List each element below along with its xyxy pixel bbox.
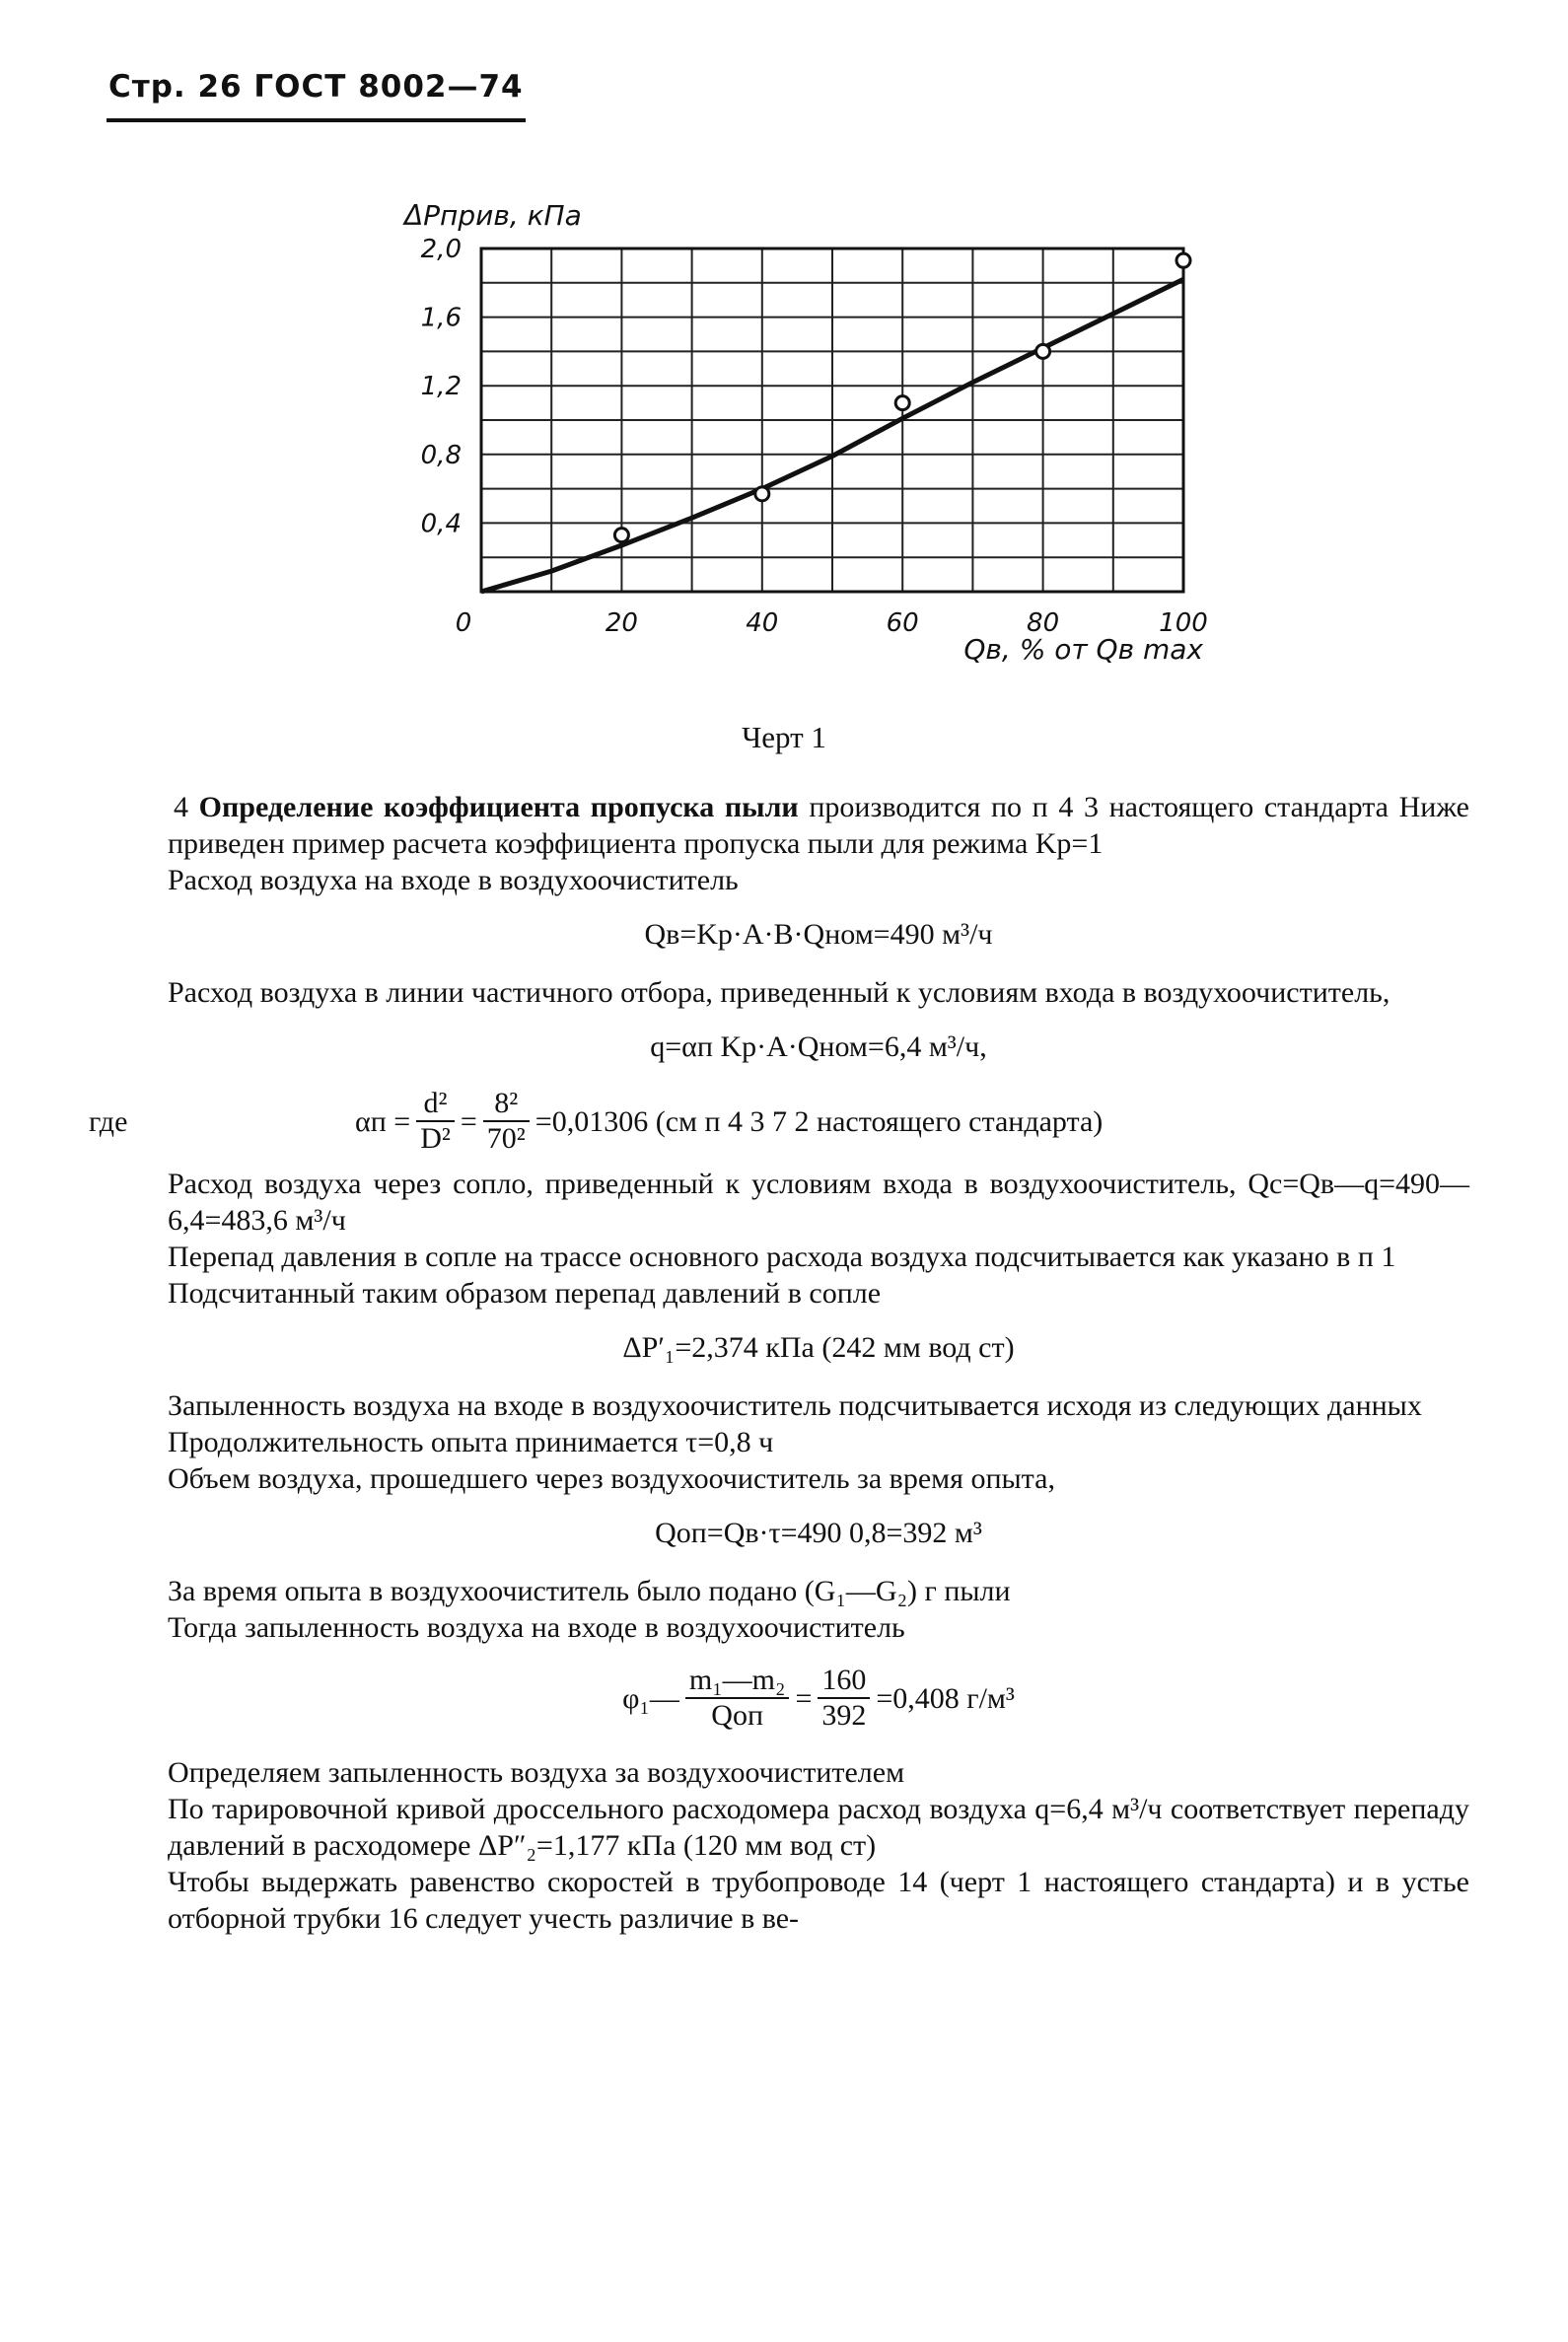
eq-right: =0,408 г/м³ — [876, 1681, 1015, 1715]
x-tick-label: 100 — [1159, 608, 1208, 638]
y-tick-label: 0,8 — [420, 440, 462, 470]
x-tick-label: 20 — [605, 608, 638, 638]
paragraph: Перепад давления в сопле на трассе основного расхода воздуха подсчитывается как указано в п 1 — [168, 1241, 1396, 1273]
where-label: где — [89, 1104, 128, 1138]
fraction — [818, 1664, 870, 1733]
x-tick-label: 60 — [886, 608, 919, 638]
equation-where: где αп = $\frac{\text{d²}}{\text{D²}}$ = $\frac{\text{8²}}{\text{70²}}$ =0,01306 (см п 4 3 7 2 настоящего стандарта) — [89, 1087, 1104, 1155]
equation: ΔP′₁=2,374 кПа (242 мм вод ст) — [622, 1331, 1015, 1364]
page-header: Стр. 26 ГОСТ 8002—74 — [108, 69, 524, 105]
x-tick-label: 40 — [746, 608, 779, 638]
eq-right: =0,01306 (см п 4 3 7 2 настоящего стандарта) — [535, 1104, 1104, 1138]
paragraph: По тарировочной кривой дроссельного расходомера расход воздуха q=6,4 м³/ч соответствует перепаду давлений в расходомере ΔP″₂=1,177 кПа (120 мм вод ст) — [168, 1793, 1469, 1862]
equation-fraction: φ₁— $\frac{\text{m₁—m₂}}{\text{Qоп}}$ = $\frac{160}{392}$ =0,408 г/м³ — [622, 1664, 1015, 1732]
paragraph: Подсчитанный таким образом перепад давлений в сопле — [168, 1277, 882, 1310]
paragraph: Тогда запыленность воздуха на входе в воздухоочиститель — [168, 1611, 905, 1644]
fraction — [483, 1087, 530, 1156]
paragraph: Расход воздуха в линии частичного отбора, приведенный к условиям входа в воздухоочиститель, — [168, 976, 1390, 1009]
paragraph: Продолжительность опыта принимается τ=0,8 ч — [168, 1426, 774, 1458]
fraction-denominator: 70² — [486, 1122, 526, 1155]
fraction — [685, 1664, 790, 1733]
fraction — [416, 1087, 455, 1156]
section-title: Определение коэффициента пропуска пыли — [198, 791, 799, 823]
equation: Qв=Kр·A·B·Qном=490 м³/ч — [644, 918, 993, 951]
paragraph: Чтобы выдержать равенство скоростей в трубопроводе 14 (черт 1 настоящего стандарта) и в устье отборной трубки 16 следует учесть различие в ве- — [168, 1866, 1469, 1935]
fraction-numerator: 8² — [483, 1087, 530, 1122]
equation: q=αп Kр·A·Qном=6,4 м³/ч, — [650, 1030, 987, 1063]
eq-left: φ₁— — [622, 1681, 679, 1715]
fraction-denominator: Qоп — [711, 1699, 764, 1732]
data-point — [1036, 344, 1050, 358]
y-tick-label: 2,0 — [420, 235, 462, 264]
equation: Qоп=Qв·τ=490 0,8=392 м³ — [655, 1517, 982, 1549]
paragraph: Расход воздуха на входе в воздухоочиститель — [168, 864, 739, 896]
paragraph: За время опыта в воздухоочиститель было подано (G₁—G₂) г пыли — [168, 1575, 1011, 1607]
y-tick-label: 1,2 — [420, 372, 462, 402]
paragraph: Объем воздуха, прошедшего через воздухоочиститель за время опыта, — [168, 1462, 1055, 1495]
data-point — [1176, 253, 1190, 267]
fraction-denominator: 392 — [821, 1699, 867, 1732]
paragraph: Запыленность воздуха на входе в воздухоочиститель подсчитывается исходя из следующих данных — [168, 1389, 1422, 1422]
data-point — [614, 529, 628, 542]
x-tick-label: 80 — [1027, 608, 1060, 638]
pressure-drop-chart — [0, 0, 1568, 710]
y-tick-label: 1,6 — [420, 303, 462, 333]
data-point — [895, 396, 909, 410]
paragraph-4 — [168, 789, 1469, 862]
y-tick-label: 0,4 — [420, 509, 462, 539]
fraction-numerator: 160 — [818, 1664, 870, 1699]
x-tick-label: 0 — [455, 608, 472, 638]
paragraph: Расход воздуха через сопло, приведенный к условиям входа в воздухоочиститель, Qс=Qв—q=490—6,4=483,6 м³/ч — [168, 1168, 1469, 1237]
section-text: производится по п 4 3 настоящего стандарта Ниже приведен пример расчета коэффициента пропуска пыли для режима Kр=1 — [168, 791, 1469, 860]
paragraph: Определяем запыленность воздуха за воздухоочистителем — [168, 1756, 905, 1789]
fraction-numerator: m₁—m₂ — [685, 1664, 790, 1699]
section-number: 4 — [174, 791, 188, 823]
body-text — [89, 789, 1469, 1937]
x-axis-label: Qв, % от Qв max — [963, 633, 1203, 666]
y-axis-label: ΔPприв, кПа — [404, 199, 582, 232]
eq-left: αп = — [355, 1104, 411, 1138]
data-point — [755, 487, 769, 501]
fraction-numerator: d² — [416, 1087, 455, 1122]
figure-caption: Черт 1 — [742, 720, 826, 754]
fraction-denominator: D² — [420, 1122, 451, 1155]
